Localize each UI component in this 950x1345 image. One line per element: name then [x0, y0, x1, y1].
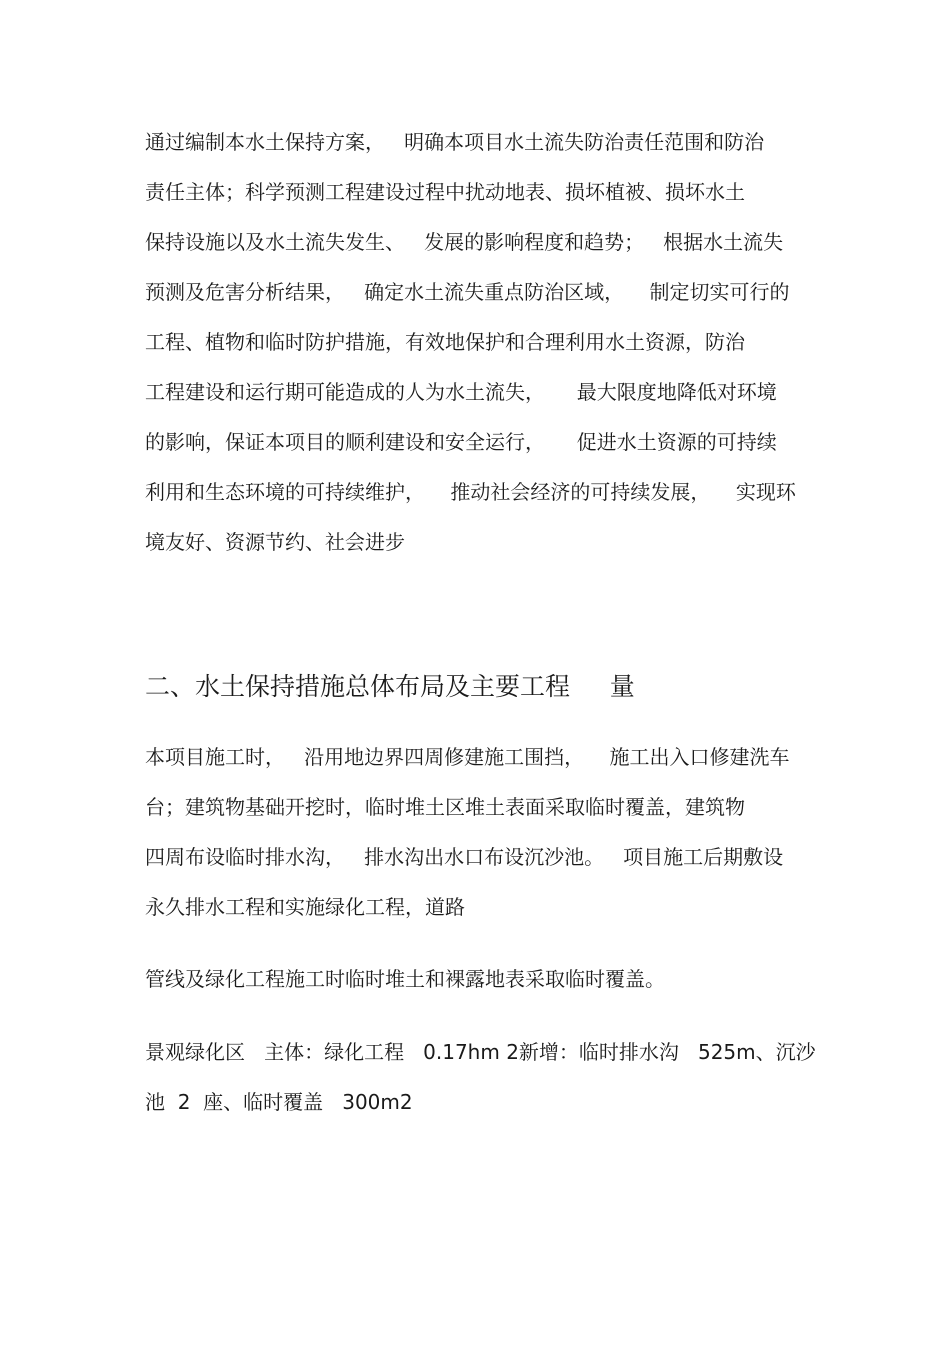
intro-line-7: 的影响，保证本项目的顺利建设和安全运行， 促进水土资源的可持续 [145, 430, 777, 454]
section-para3-line-1: 景观绿化区 主体：绿化工程 0.17hm 2新增：临时排水沟 525m、沉沙 [145, 1040, 816, 1064]
intro-line-3: 保持设施以及水土流失发生、 发展的影响程度和趋势； 根据水土流失 [145, 230, 784, 254]
intro-line-8: 利用和生态环境的可持续维护， 推动社会经济的可持续发展， 实现环 [145, 480, 796, 504]
intro-line-9: 境友好、资源节约、社会进步 [145, 530, 405, 554]
section-para2: 管线及绿化工程施工时临时堆土和裸露地表采取临时覆盖。 [145, 967, 665, 991]
intro-line-1: 通过编制本水土保持方案， 明确本项目水土流失防治责任范围和防治 [145, 130, 765, 154]
section-para1-line-3: 四周布设临时排水沟， 排水沟出水口布设沉沙池。 项目施工后期敷设 [145, 845, 784, 869]
intro-line-6: 工程建设和运行期可能造成的人为水土流失， 最大限度地降低对环境 [145, 380, 777, 404]
section-heading: 二、水土保持措施总体布局及主要工程 量 [145, 672, 635, 701]
intro-line-2: 责任主体；科学预测工程建设过程中扰动地表、损坏植被、损坏水土 [145, 180, 745, 204]
section-para1-line-4: 永久排水工程和实施绿化工程，道路 [145, 895, 465, 919]
section-para1-line-1: 本项目施工时， 沿用地边界四周修建施工围挡， 施工出入口修建洗车 [145, 745, 790, 769]
section-para3-line-2: 池 2 座、临时覆盖 300m2 [145, 1090, 413, 1114]
section-para1-line-2: 台；建筑物基础开挖时，临时堆土区堆土表面采取临时覆盖，建筑物 [145, 795, 745, 819]
intro-line-5: 工程、植物和临时防护措施，有效地保护和合理利用水土资源，防治 [145, 330, 745, 354]
intro-line-4: 预测及危害分析结果， 确定水土流失重点防治区域， 制定切实可行的 [145, 280, 790, 304]
